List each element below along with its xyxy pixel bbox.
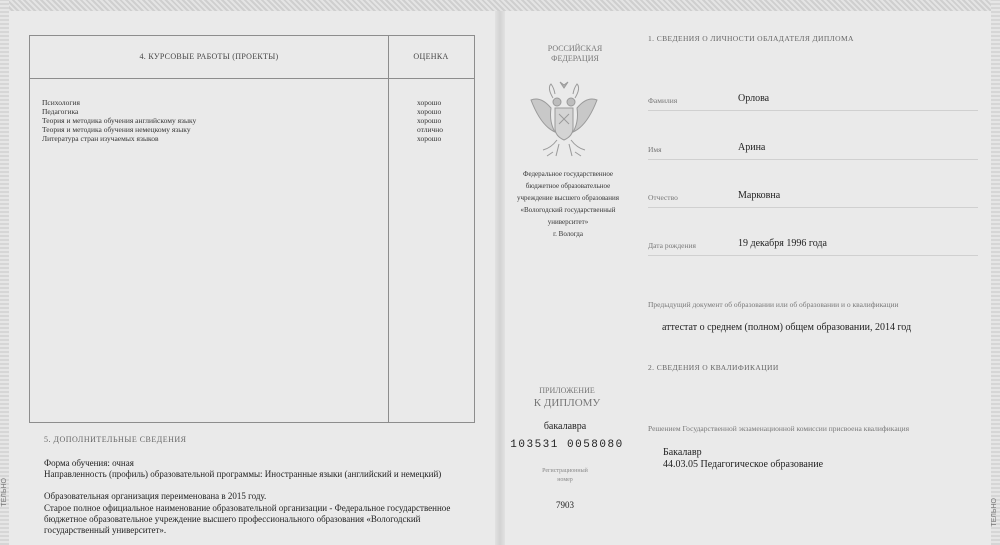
specialty-value: 44.03.05 Педагогическое образование	[663, 459, 824, 470]
course-subject: Теория и методика обучения немецкому языку	[42, 125, 191, 134]
birth-date-label: Дата рождения	[648, 241, 696, 250]
appendix-line-1: ПРИЛОЖЕНИЕ	[539, 386, 595, 395]
registration-label	[525, 467, 605, 485]
institution-line-1: Федеральное государственное	[522, 170, 614, 178]
table-column-divider	[388, 36, 389, 422]
right-edge-text: ТЕЛЬНО	[991, 498, 998, 527]
old-name-line-2: бюджетное образовательное учреждение высшего профессионального образования «Вологодский	[44, 514, 421, 524]
patronymic-value: Марковна	[738, 190, 781, 201]
surname-line	[648, 110, 978, 111]
institution-line-3: учреждение высшего образования	[517, 194, 619, 202]
previous-document-value: аттестат о среднем (полном) общем образовании, 2014 год	[662, 322, 912, 333]
section-1-title: 1. СВЕДЕНИЯ О ЛИЧНОСТИ ОБЛАДАТЕЛЯ ДИПЛОМА	[648, 34, 854, 43]
coat-of-arms-icon	[523, 78, 605, 164]
left-edge-pattern	[0, 0, 9, 545]
institution-line-2: бюджетное образовательное	[525, 182, 611, 190]
course-grade: хорошо	[417, 98, 442, 107]
registration-label-line-1: Регистрационный	[542, 468, 588, 474]
course-subject: Психология	[42, 98, 80, 107]
country-line-1: РОССИЙСКАЯ	[547, 44, 603, 53]
surname-label: Фамилия	[648, 96, 678, 105]
institution-block	[508, 168, 628, 240]
patronymic-label: Отчество	[648, 193, 678, 202]
left-edge-text: ТЕЛЬНО	[1, 478, 8, 507]
country-line-2: ФЕДЕРАЦИЯ	[551, 54, 599, 63]
country-title	[515, 44, 635, 64]
course-subject: Теория и методика обучения английскому языку	[42, 116, 197, 125]
diploma-number: 103531 0058080	[510, 439, 624, 451]
coursework-table	[29, 35, 475, 423]
degree-level: бакалавра	[543, 421, 587, 432]
table-header-divider	[30, 78, 474, 79]
coursework-rows	[42, 98, 462, 143]
previous-document-label: Предыдущий документ об образовании или об образовании и о квалификации	[648, 300, 899, 309]
table-row	[42, 125, 462, 134]
page-fold	[495, 0, 505, 545]
name-label: Имя	[648, 145, 662, 154]
birth-date-line	[648, 255, 978, 256]
old-name-line-3: государственный университет».	[44, 525, 167, 535]
additional-info-title: 5. ДОПОЛНИТЕЛЬНЫЕ СВЕДЕНИЯ	[44, 435, 187, 444]
program-direction: Направленность (профиль) образовательной программы: Иностранные языки (английский и немецкий)	[44, 469, 442, 479]
section-2-title: 2. СВЕДЕНИЯ О КВАЛИФИКАЦИИ	[648, 363, 779, 372]
course-subject: Педагогика	[42, 107, 79, 116]
course-grade: хорошо	[417, 116, 442, 125]
name-line	[648, 159, 978, 160]
name-value: Арина	[738, 142, 766, 153]
institution-line-5: университет»	[547, 218, 589, 226]
table-row	[42, 107, 462, 116]
course-grade: хорошо	[417, 134, 442, 143]
course-subject: Литература стран изучаемых языков	[42, 134, 159, 143]
table-row	[42, 116, 462, 125]
grade-header: ОЦЕНКА	[413, 52, 449, 61]
old-name-line-1: Старое полное официальное наименование образовательной организации - Федеральное государственное	[44, 503, 451, 513]
course-grade: хорошо	[417, 107, 442, 116]
birth-date-value: 19 декабря 1996 года	[738, 238, 827, 249]
institution-line-4: «Вологодский государственный	[520, 206, 616, 214]
coursework-header: 4. КУРСОВЫЕ РАБОТЫ (ПРОЕКТЫ)	[139, 52, 279, 61]
appendix-line-2: К ДИПЛОМУ	[533, 397, 601, 409]
surname-value: Орлова	[738, 93, 770, 104]
right-edge-pattern	[991, 0, 1000, 545]
appendix-title	[512, 385, 622, 409]
institution-city: г. Вологда	[553, 230, 583, 238]
study-form: Форма обучения: очная	[44, 458, 134, 468]
qualification-value: Бакалавр	[663, 447, 702, 458]
table-row	[42, 98, 462, 107]
registration-label-line-2: номер	[557, 477, 573, 483]
qualification-decision-label: Решением Государственной экзаменационной комиссии присвоена квалификация	[648, 424, 910, 433]
renamed-note: Образовательная организация переименована в 2015 году.	[44, 491, 267, 501]
registration-number: 7903	[556, 500, 574, 510]
table-row	[42, 134, 462, 143]
patronymic-line	[648, 207, 978, 208]
course-grade: отлично	[417, 125, 444, 134]
guilloche-border	[0, 0, 1000, 11]
